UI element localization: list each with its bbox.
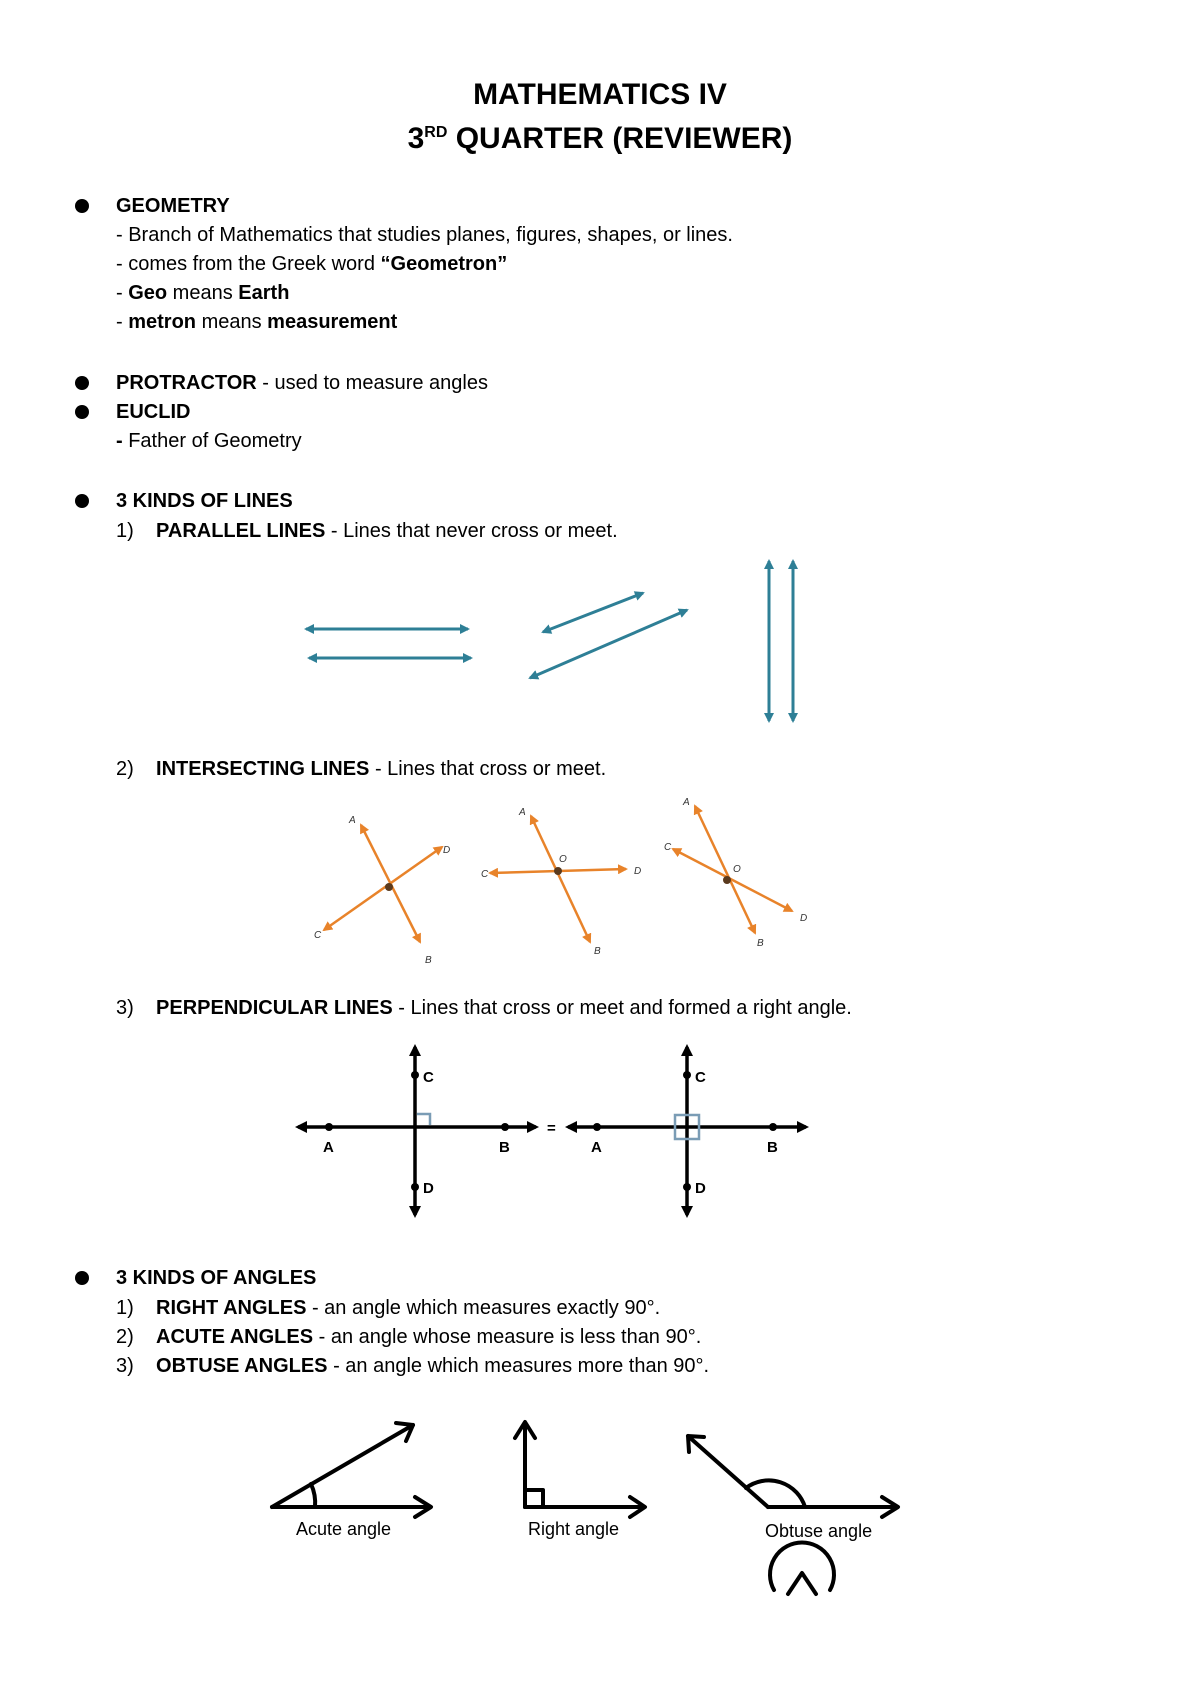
perp-f1-label-c: C bbox=[423, 1069, 434, 1086]
intersect-f3-label-d: D bbox=[800, 913, 808, 924]
quarter-number: 3 bbox=[407, 122, 425, 155]
intersect-f2-label-b: B bbox=[594, 946, 601, 957]
cropped-circle-symbol bbox=[770, 1543, 834, 1590]
intersect-f1-label-a: A bbox=[349, 815, 356, 826]
angles-heading: 3 KINDS OF ANGLES bbox=[116, 1267, 317, 1289]
intersect-f2-label-a: A bbox=[519, 807, 526, 818]
right-angle-marker bbox=[525, 1490, 543, 1507]
perp-f1-label-d: D bbox=[423, 1180, 434, 1197]
intersect-f2-label-o: O bbox=[559, 854, 567, 865]
perp-f2-label-d: D bbox=[695, 1180, 706, 1197]
geometry-definition: - Branch of Mathematics that studies planes, figures, shapes, or lines. bbox=[116, 224, 733, 246]
perp-f2-label-b: B bbox=[767, 1139, 778, 1156]
geometry-metron-meaning: - metron means measurement bbox=[116, 311, 398, 333]
obtuse-angle-caption: Obtuse angle bbox=[765, 1521, 873, 1541]
acute-angles-item: 2) ACUTE ANGLES - an angle whose measure is less than 90°. bbox=[116, 1326, 702, 1348]
quarter-superscript: RD bbox=[424, 124, 448, 141]
quarter-text: QUARTER (REVIEWER) bbox=[447, 122, 793, 155]
acute-angle-arc bbox=[311, 1484, 315, 1507]
cropped-circle-caret bbox=[788, 1573, 816, 1594]
perp-equals-sign: = bbox=[547, 1120, 556, 1137]
parallel-lines-item: 1) PARALLEL LINES - Lines that never cross or meet. bbox=[116, 520, 618, 542]
intersect-f3-label-o: O bbox=[733, 864, 741, 875]
intersect-f3-label-c: C bbox=[664, 842, 672, 853]
perp-f2-label-c: C bbox=[695, 1069, 706, 1086]
intersect-f3-label-a: A bbox=[683, 797, 690, 808]
intersect-f1-label-b: B bbox=[425, 955, 432, 966]
right-angles-item: 1) RIGHT ANGLES - an angle which measures exactly 90°. bbox=[116, 1297, 661, 1319]
geometry-geo-meaning: - Geo means Earth bbox=[116, 282, 290, 304]
intersect-f1-label-d: D bbox=[443, 845, 451, 856]
geometry-origin: - comes from the Greek word “Geometron” bbox=[116, 253, 508, 275]
intersect-f1-label-c: C bbox=[314, 930, 322, 941]
acute-angle-upper-ray bbox=[272, 1425, 413, 1507]
protractor-item: PROTRACTOR - used to measure angles bbox=[116, 372, 488, 394]
obtuse-angle-upper-ray bbox=[688, 1436, 768, 1507]
intersect-f2-label-d: D bbox=[634, 866, 642, 877]
perpendicular-lines-item: 3) PERPENDICULAR LINES - Lines that cross or meet and formed a right angle. bbox=[116, 997, 852, 1019]
page-title: MATHEMATICS IV bbox=[473, 78, 727, 111]
obtuse-angles-item: 3) OBTUSE ANGLES - an angle which measures more than 90°. bbox=[116, 1355, 710, 1377]
intersect-f3-label-b: B bbox=[757, 938, 764, 949]
euclid-heading: EUCLID bbox=[116, 401, 191, 423]
perp-f1-label-a: A bbox=[323, 1139, 334, 1156]
intersecting-lines-item: 2) INTERSECTING LINES - Lines that cross or meet. bbox=[116, 758, 607, 780]
perp-f2-label-a: A bbox=[591, 1139, 602, 1156]
geometry-heading: GEOMETRY bbox=[116, 195, 230, 217]
lines-heading: 3 KINDS OF LINES bbox=[116, 490, 293, 512]
acute-angle-caption: Acute angle bbox=[296, 1519, 392, 1539]
intersect-f2-label-c: C bbox=[481, 869, 489, 880]
euclid-description: - Father of Geometry bbox=[116, 430, 302, 452]
right-angle-caption: Right angle bbox=[528, 1519, 620, 1539]
perp-f1-label-b: B bbox=[499, 1139, 510, 1156]
